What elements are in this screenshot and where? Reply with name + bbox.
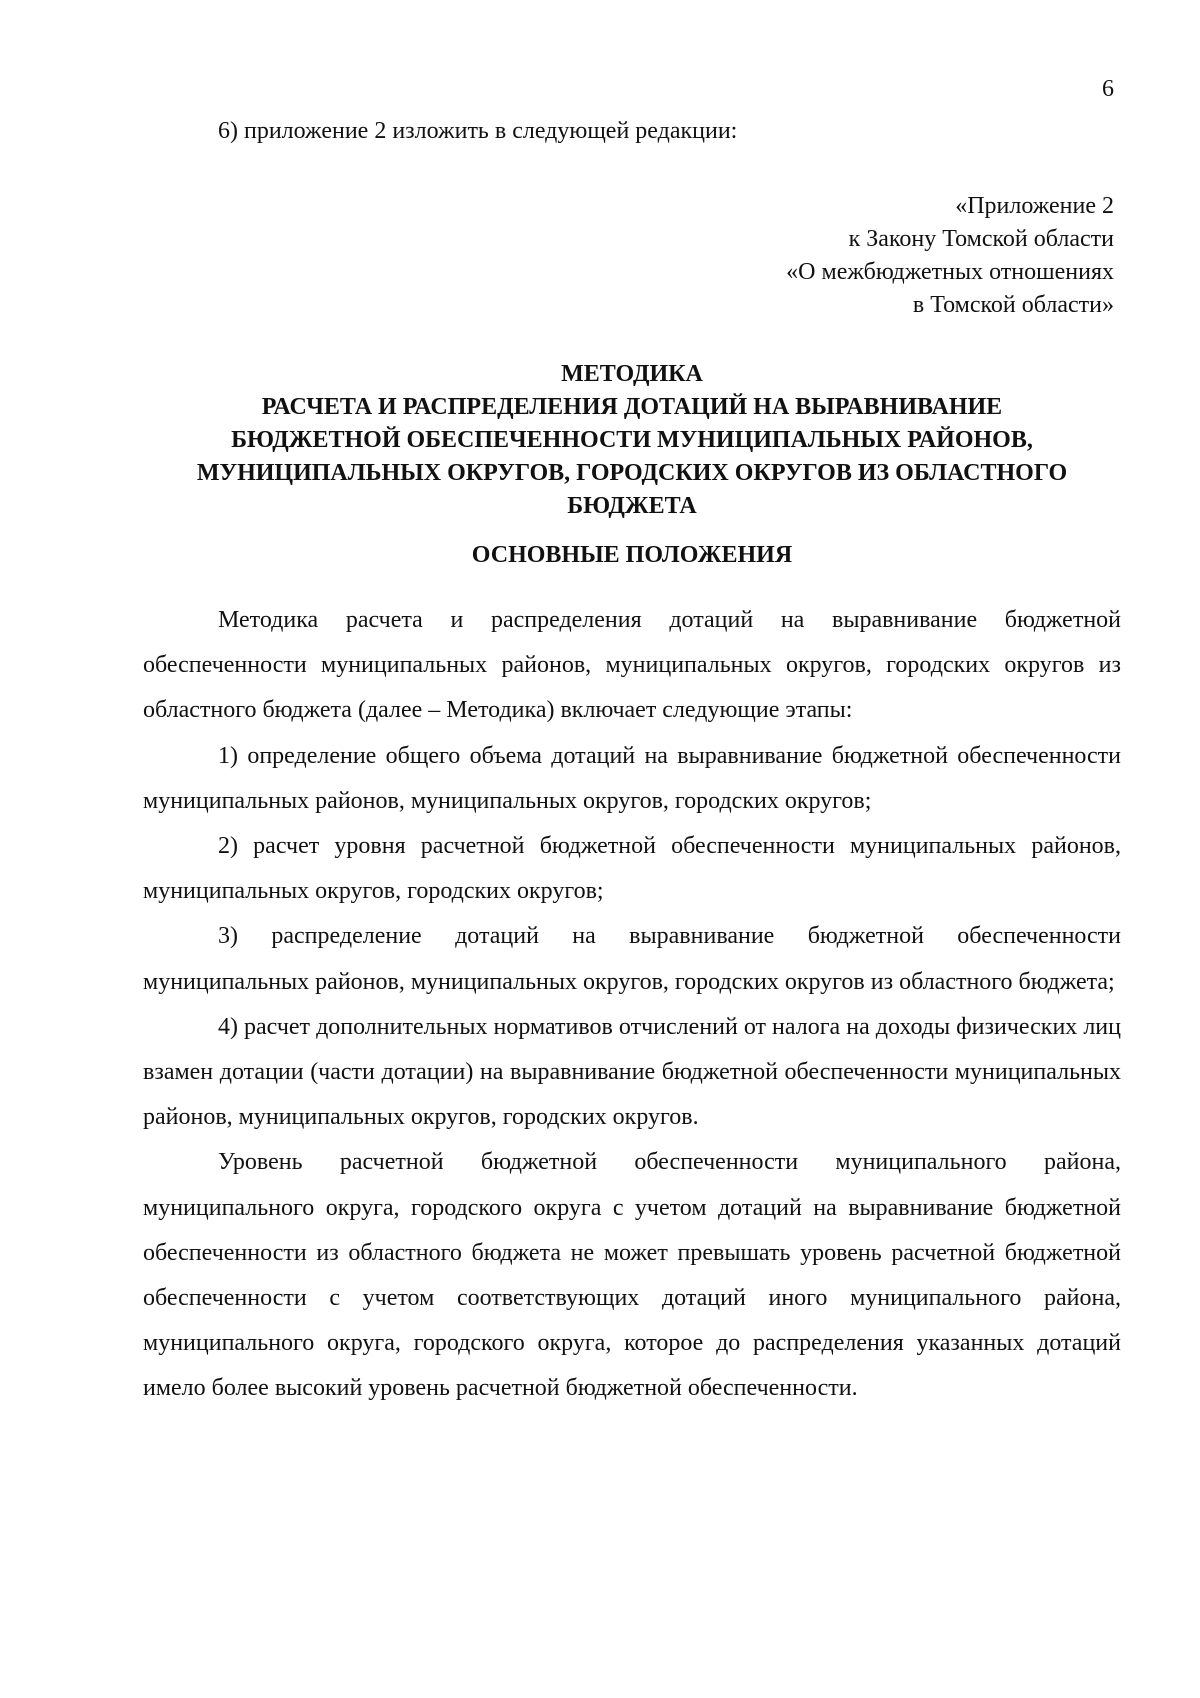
paragraph-stage-1: 1) определение общего объема дотаций на выравнивание бюджетной обеспеченности муниципальных районов, муниципальных округов, городских округов;: [143, 742, 1121, 814]
title-line: МУНИЦИПАЛЬНЫХ ОКРУГОВ, ГОРОДСКИХ ОКРУГОВ ИЗ ОБЛАСТНОГО: [196, 460, 1068, 486]
appendix-ref-line: в Томской области»: [912, 292, 1114, 318]
appendix-ref-line: «О межбюджетных отношениях: [786, 259, 1114, 285]
paragraph-stage-3: 3) распределение дотаций на выравнивание бюджетной обеспеченности муниципальных районов, муниципальных округов, городских округов из областного бюджета;: [143, 923, 1121, 995]
paragraph-limit-rule: Уровень расчетной бюджетной обеспеченности муниципального района, муниципального округа, городского округа с учетом дотаций на выравнивание бюджетной обеспеченности из областного бюджета не может превышать уровень расчетной бюджетной обеспеченности с учетом соответствующих дотаций иного муниципального района, муниципального округа, городского округа, которое до распределения указанных дотаций имело более высокий уровень расчетной бюджетной обеспеченности.: [143, 1149, 1121, 1402]
title-line: БЮДЖЕТА: [567, 493, 697, 519]
appendix-ref-line: «Приложение 2: [955, 193, 1114, 219]
document-title: [140, 358, 1124, 523]
body-text: [143, 598, 1121, 1412]
amendment-intro-line: 6) приложение 2 изложить в следующей редакции:: [218, 118, 738, 144]
paragraph-stage-4: 4) расчет дополнительных нормативов отчислений от налога на доходы физических лиц взамен дотации (части дотации) на выравнивание бюджетной обеспеченности муниципальных районов, муниципальных округов, городских округов.: [143, 1013, 1121, 1131]
appendix-reference: [786, 190, 1114, 322]
paragraph-intro: Методика расчета и распределения дотаций на выравнивание бюджетной обеспеченности муниципальных районов, муниципальных округов, городских округов из областного бюджета (далее – Методика) включает следующие этапы:: [143, 607, 1121, 724]
title-line: БЮДЖЕТНОЙ ОБЕСПЕЧЕННОСТИ МУНИЦИПАЛЬНЫХ РАЙОНОВ,: [231, 427, 1033, 453]
section-heading: ОСНОВНЫЕ ПОЛОЖЕНИЯ: [471, 542, 793, 568]
appendix-ref-line: к Закону Томской области: [848, 226, 1114, 252]
title-line: МЕТОДИКА: [561, 361, 703, 387]
title-line: РАСЧЕТА И РАСПРЕДЕЛЕНИЯ ДОТАЦИЙ НА ВЫРАВНИВАНИЕ: [261, 394, 1003, 420]
paragraph-stage-2: 2) расчет уровня расчетной бюджетной обеспеченности муниципальных районов, муниципальных округов, городских округов;: [143, 833, 1121, 905]
page-number: 6: [1102, 76, 1114, 102]
